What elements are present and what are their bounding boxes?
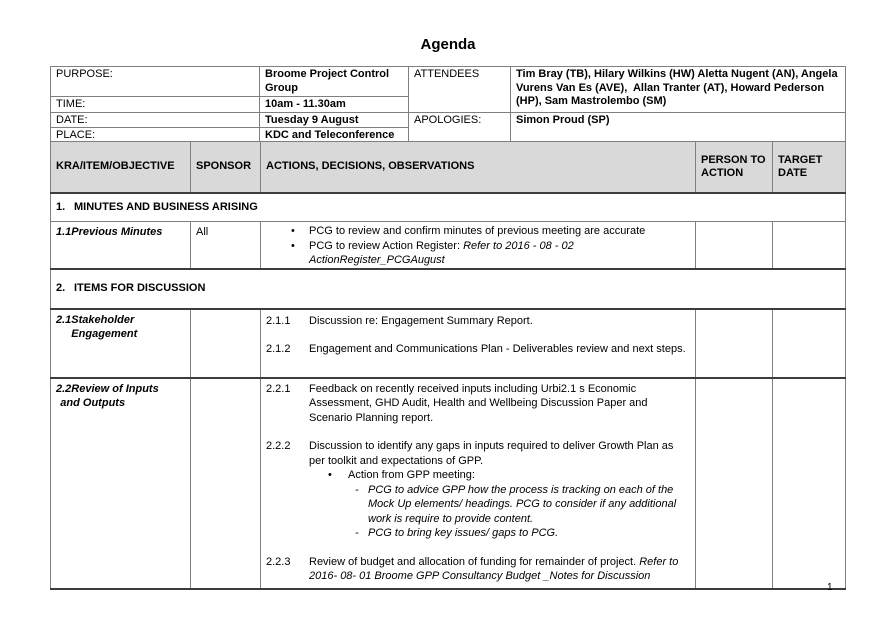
sponsor-cell-1-1: All bbox=[191, 222, 261, 269]
col-header-actions: ACTIONS, DECISIONS, OBSERVATIONS bbox=[261, 142, 696, 193]
dash-text: PCG to advice GPP how the process is tracking on each of the Mock Up elements/ headings. PCG to consider if any additional work is require to provide content. bbox=[368, 483, 677, 525]
sub-item-text: Discussion to identify any gaps in inputs required to deliver Growth Plan as per toolkit and expectations of GPP. • Action from GPP meeting: - PCG to advice GPP how the process is tracking on each of the Mock Up elements/ headings. PCG to consider if any additional work is require to provide content. - PCG to bring key issues/ gaps to PCG. bbox=[309, 439, 695, 541]
section-1-title bbox=[51, 193, 846, 222]
time-value: 10am - 11.30am bbox=[260, 97, 409, 113]
section-2-title bbox=[51, 269, 846, 309]
person-cell-1-1 bbox=[696, 222, 773, 269]
col-header-kra: KRA/ITEM/OBJECTIVE bbox=[51, 142, 191, 193]
numbered-item bbox=[261, 555, 695, 584]
attendees-label: ATTENDEES bbox=[409, 67, 511, 113]
actions-cell-1-1 bbox=[261, 222, 696, 269]
item-title: Stakeholder Engagement bbox=[71, 313, 138, 340]
sub-item-text: Engagement and Communications Plan - Deliverables review and next steps. bbox=[309, 343, 686, 355]
agenda-table bbox=[50, 141, 846, 590]
target-cell-2-1 bbox=[773, 309, 846, 378]
section-1-label: MINUTES AND BUSINESS ARISING bbox=[74, 201, 258, 213]
item-number: 2.1 bbox=[56, 313, 72, 326]
date-label: DATE: bbox=[51, 112, 260, 128]
purpose-value: Broome Project Control Group bbox=[260, 67, 409, 97]
purpose-label: PURPOSE: bbox=[51, 67, 260, 97]
bullet-text: PCG to review Action Register: Refer to 2016 - 08 - 02 ActionRegister_PCGAugust bbox=[309, 239, 574, 266]
col-header-sponsor: SPONSOR bbox=[191, 142, 261, 193]
item-title: Previous Minutes bbox=[71, 226, 163, 238]
numbered-item bbox=[261, 342, 695, 357]
col-header-person: PERSON TO ACTION bbox=[696, 142, 773, 193]
page-title: Agenda bbox=[420, 36, 476, 53]
reference-text: Refer to 2016 - 08 - 02 ActionRegister_PCGAugust bbox=[309, 239, 574, 266]
item-number: 2.2 bbox=[56, 382, 72, 395]
dash-item bbox=[355, 526, 687, 541]
dash-item bbox=[355, 483, 687, 527]
sub-item-text: Discussion re: Engagement Summary Report. bbox=[309, 314, 533, 327]
section-1-number: 1. bbox=[56, 201, 66, 213]
kra-cell-1-1 bbox=[51, 222, 191, 269]
place-label: PLACE: bbox=[51, 128, 260, 144]
actions-cell-2-1 bbox=[261, 309, 696, 378]
bullet-icon: • bbox=[291, 225, 295, 237]
target-cell-2-2 bbox=[773, 378, 846, 589]
col-header-target: TARGET DATE bbox=[773, 142, 846, 193]
sub-item-number: 2.1.2 bbox=[266, 343, 291, 355]
header-row bbox=[51, 142, 846, 193]
item-row-2-2 bbox=[51, 378, 846, 589]
bullet-item bbox=[261, 239, 695, 268]
sponsor-cell-2-2 bbox=[191, 378, 261, 589]
target-cell-1-1 bbox=[773, 222, 846, 269]
item-title: Review of Inputs and Outputs bbox=[60, 382, 159, 409]
sub-item-number: 2.1.1 bbox=[266, 314, 291, 327]
numbered-item bbox=[261, 382, 695, 426]
reference-text: Refer to 2016- 08- 01 Broome GPP Consultancy Budget _Notes for Discussion bbox=[309, 555, 679, 582]
sub-item-number: 2.2.2 bbox=[266, 440, 291, 452]
place-value: KDC and Teleconference bbox=[260, 128, 409, 144]
dash-icon: - bbox=[355, 483, 359, 496]
bullet-item bbox=[328, 468, 687, 483]
sponsor-cell-2-1 bbox=[191, 309, 261, 378]
attendees-value: Tim Bray (TB), Hilary Wilkins (HW) Aletta Nugent (AN), Angela Vurens Van Es (AVE), Allan Tranter (AT), Howard Pederson (HP), Sam Mastrolembo (SM) bbox=[511, 67, 846, 113]
person-cell-2-2 bbox=[696, 378, 773, 589]
bullet-icon: • bbox=[291, 239, 295, 252]
sub-item-number: 2.2.1 bbox=[266, 382, 291, 395]
bullet-icon: • bbox=[328, 469, 332, 481]
table-row bbox=[51, 112, 846, 128]
meeting-info-table bbox=[50, 66, 846, 144]
section-2-label: ITEMS FOR DISCUSSION bbox=[74, 282, 206, 295]
apologies-label: APOLOGIES: bbox=[409, 112, 511, 143]
numbered-item bbox=[261, 314, 695, 329]
section-2-number: 2. bbox=[56, 282, 66, 295]
sub-item-text: Feedback on recently received inputs including Urbi2.1 s Economic Assessment, GHD Audit, Health and Wellbeing Discussion Paper and Scenario Planning report. bbox=[309, 382, 648, 424]
sub-item-text: Review of budget and allocation of funding for remainder of project. Refer to 2016- 08- 01 Broome GPP Consultancy Budget _Notes for Discussion bbox=[309, 555, 679, 582]
person-cell-2-1 bbox=[696, 309, 773, 378]
time-label: TIME: bbox=[51, 97, 260, 113]
item-row-2-1 bbox=[51, 309, 846, 378]
sub-item-number: 2.2.3 bbox=[266, 555, 291, 568]
item-row-1-1 bbox=[51, 222, 846, 269]
apologies-value: Simon Proud (SP) bbox=[511, 112, 846, 143]
actions-cell-2-2 bbox=[261, 378, 696, 589]
bullet-text: PCG to review and confirm minutes of previous meeting are accurate bbox=[309, 225, 646, 237]
numbered-item bbox=[261, 439, 695, 541]
dash-icon: - bbox=[355, 527, 359, 539]
date-value: Tuesday 9 August bbox=[260, 112, 409, 128]
kra-cell-2-2 bbox=[51, 378, 191, 589]
bullet-text: Action from GPP meeting: bbox=[348, 469, 475, 481]
section-row-1 bbox=[51, 193, 846, 222]
kra-cell-2-1 bbox=[51, 309, 191, 378]
section-row-2 bbox=[51, 269, 846, 309]
page-number: 1 bbox=[827, 582, 833, 593]
table-row bbox=[51, 67, 846, 97]
bullet-item bbox=[261, 224, 695, 239]
item-number: 1.1 bbox=[56, 226, 72, 238]
dash-text: PCG to bring key issues/ gaps to PCG. bbox=[368, 527, 559, 539]
